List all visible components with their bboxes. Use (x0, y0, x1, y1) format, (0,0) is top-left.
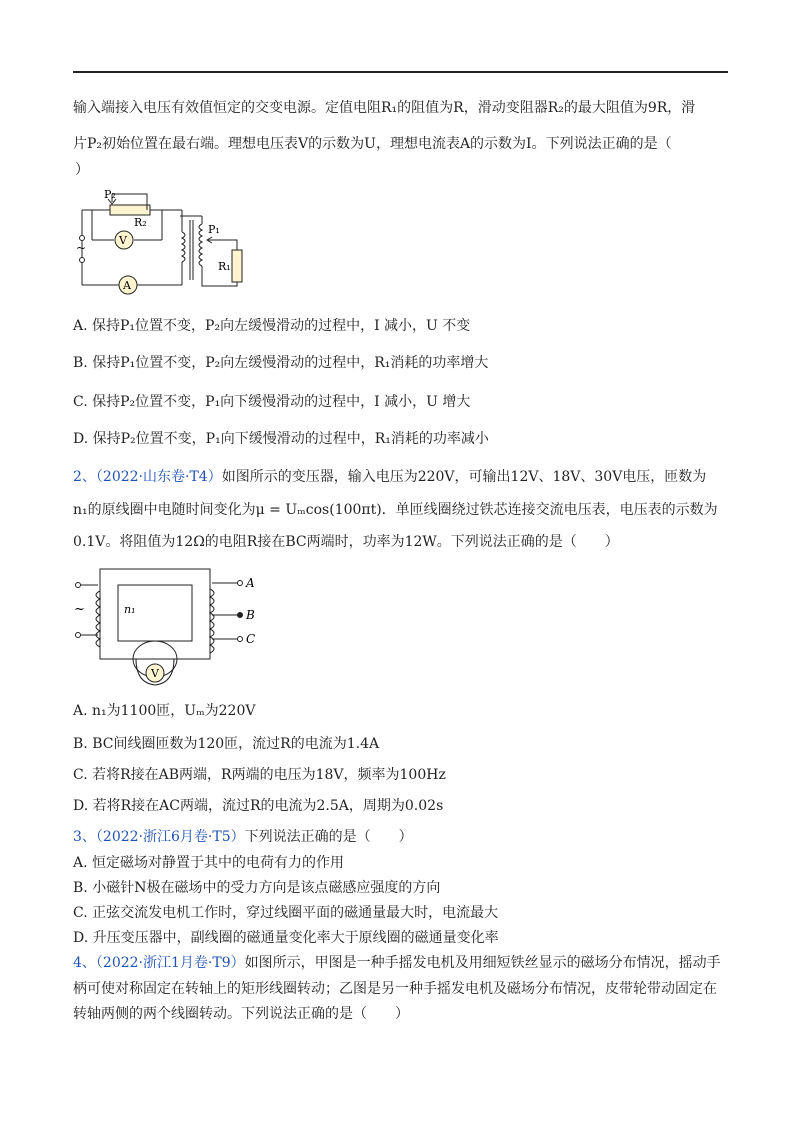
q2-label-b: B (246, 608, 255, 622)
q3-stem: 3、（2022·浙江6月卷·T5）下列说法正确的是（ ） (73, 829, 413, 845)
q1-stem-line2: 片P₂初始位置在最右端。理想电压表V的示数为U，理想电流表A的示数为I。下列说法正确的是（ (73, 136, 672, 152)
q1-option-d: D. 保持P₂位置不变，P₁向下缓慢滑动的过程中，R₁消耗的功率减小 (73, 431, 489, 447)
q1-label-r2: R₂ (134, 216, 147, 229)
q4-source: （2022·浙江1月卷·T9） (95, 955, 245, 971)
q1-stem-line1: 输入端接入电压有效值恒定的交变电源。定值电阻R₁的阻值为R，滑动变阻器R₂的最大阻值为9R，滑 (73, 100, 696, 116)
q2-option-b: B. BC间线圈匝数为120匝，流过R的电流为1.4A (73, 736, 380, 752)
q4-stem-line1: 4、（2022·浙江1月卷·T9）如图所示，甲图是一种手摇发电机及用细短铁丝显示的磁场分布情况，摇动手 (73, 955, 721, 971)
q4-number: 4、 (73, 955, 96, 971)
q2-number: 2、 (73, 469, 96, 485)
q1-stem-line3: ） (75, 162, 89, 178)
q2-stem-line1: 2、（2022·山东卷·T4）如图所示的变压器，输入电压为220V，可输出12V、18V、30V电压，匝数为 (73, 469, 707, 485)
q3-option-c: C. 正弦交流发电机工作时，穿过线圈平面的磁通量最大时，电流最大 (73, 905, 499, 921)
q1-label-p1: P₁ (208, 223, 220, 236)
q3-option-d: D. 升压变压器中，副线圈的磁通量变化率大于原线圈的磁通量变化率 (73, 930, 499, 946)
q3-number: 3、 (73, 829, 96, 845)
q2-stem-line3: 0.1V。将阻值为12Ω的电阻R接在BC两端时，功率为12W。下列说法正确的是（ ） (73, 534, 619, 550)
q2-transformer-figure (70, 563, 270, 693)
q1-label-a: A (123, 279, 131, 292)
q2-option-c: C. 若将R接在AB两端，R两端的电压为18V，频率为100Hz (73, 767, 446, 783)
q3-option-a: A. 恒定磁场对静置于其中的电荷有力的作用 (73, 855, 345, 871)
q4-stem-line3: 转轴两侧的两个线圈转动。下列说法正确的是（ ） (73, 1006, 409, 1022)
q1-label-p2: P₂ (104, 188, 116, 201)
header-rule (73, 71, 728, 73)
q2-stem-line2: n₁的原线圈中电随时间变化为μ = Uₘcos(100πt)．单匝线圈绕过铁芯连接交流电压表，电压表的示数为 (73, 502, 718, 518)
q3-option-b: B. 小磁针N极在磁场中的受力方向是该点磁感应强度的方向 (73, 880, 441, 896)
q1-option-c: C. 保持P₂位置不变，P₁向下缓慢滑动的过程中，I 减小，U 增大 (73, 394, 471, 410)
q1-label-ac-source: ~ (76, 241, 87, 255)
q2-option-d: D. 若将R接在AC两端，流过R的电流为2.5A，周期为0.02s (73, 798, 444, 814)
q3-source: （2022·浙江6月卷·T5） (95, 829, 245, 845)
q2-option-a: A. n₁为1100匝，Uₘ为220V (73, 703, 256, 719)
q1-option-a: A. 保持P₁位置不变，P₂向左缓慢滑动的过程中，I 减小，U 不变 (73, 318, 471, 334)
q1-label-r1: R₁ (218, 260, 231, 273)
q1-label-v: V (119, 234, 127, 247)
q2-label-c: C (246, 632, 256, 646)
q2-source: （2022·山东卷·T4） (95, 469, 222, 485)
q2-label-n1: n₁ (124, 603, 136, 616)
q1-option-b: B. 保持P₁位置不变，P₂向左缓慢滑动的过程中，R₁消耗的功率增大 (73, 355, 489, 371)
q4-stem-line2: 柄可使对称固定在转轴上的矩形线圈转动；乙图是另一种手摇发电机及磁场分布情况，皮带轮带动固定在 (73, 981, 717, 997)
q2-label-a: A (246, 576, 255, 590)
q2-label-v: V (151, 667, 159, 680)
q1-circuit-figure (72, 188, 252, 303)
q2-label-ac-source: ~ (74, 602, 85, 617)
